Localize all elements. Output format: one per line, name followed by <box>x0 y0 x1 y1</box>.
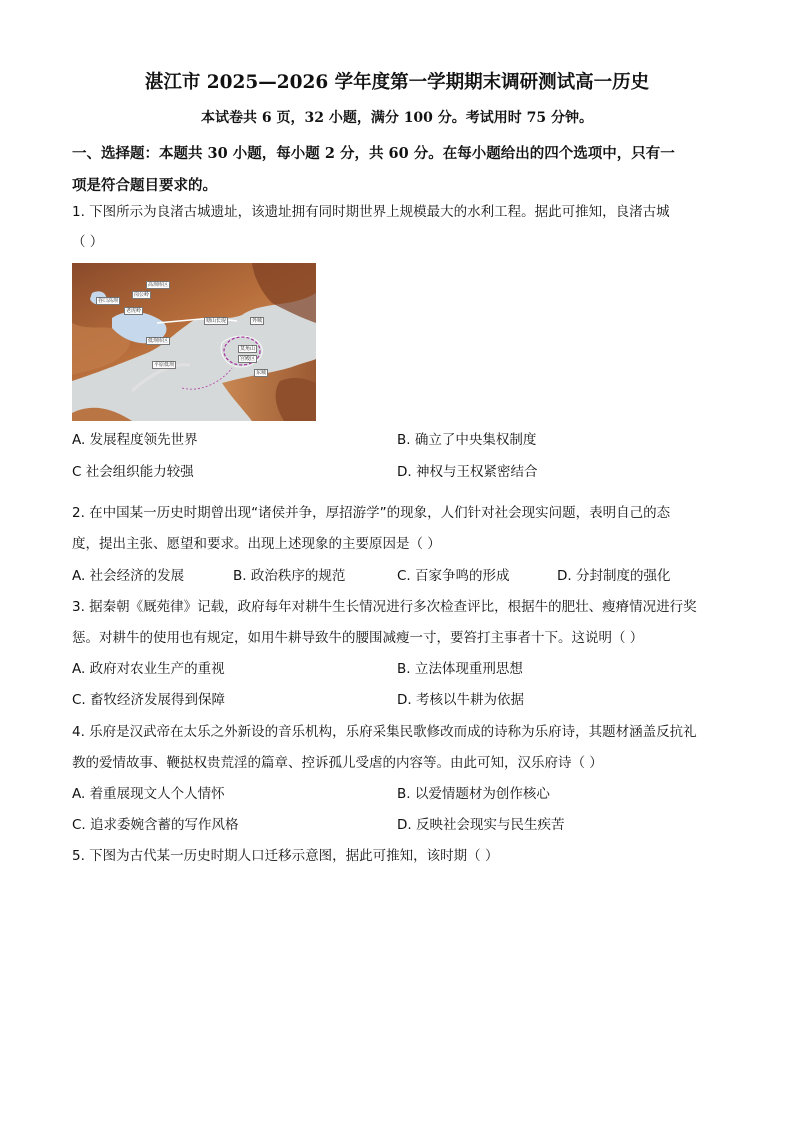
q3-option-d: D. 考核以牛耕为依据 <box>397 692 524 708</box>
q2-stem-line-2: 度，提出主张、愿望和要求。出现上述现象的主要原因是（ ） <box>72 536 441 552</box>
exam-info: 本试卷共 6 页，32 小题，满分 100 分。考试用时 75 分钟。 <box>200 110 594 126</box>
q4-option-d: D. 反映社会现实与民生疾苦 <box>397 817 565 833</box>
map-label: 谷口高坝 <box>98 298 119 304</box>
q3-stem-line-1: 3. 据秦朝《厩苑律》记载，政府每年对耕牛生长情况进行多次检查评比，根据牛的肥壮、瘦瘠情况进行奖 <box>72 599 697 615</box>
map-label: 平原低坝 <box>154 362 175 368</box>
map-label: 老虎岭 <box>126 308 142 314</box>
map-label: 塘山长堤 <box>206 318 227 324</box>
map-label: 宫殿区 <box>240 356 256 362</box>
q1-option-d: D. 神权与王权紧密结合 <box>397 464 538 480</box>
section-heading-line-2: 项是符合题目要求的。 <box>72 177 217 194</box>
q3-stem-line-2: 惩。对耕牛的使用也有规定，如用牛耕导致牛的腰围减瘦一寸，要笞打主事者十下。这说明（ ） <box>72 630 644 646</box>
map-label: 高坝库区 <box>148 282 169 288</box>
terrain-map-graphic <box>72 263 316 421</box>
q2-option-a: A. 社会经济的发展 <box>72 568 185 584</box>
q2-option-b: B. 政治秩序的规范 <box>233 568 346 584</box>
q2-stem-line-1: 2. 在中国某一历史时期曾出现“诸侯并争，厚招游学”的现象，人们针对社会现实问题，表明自己的态 <box>72 505 671 521</box>
page-title: 湛江市 2025—2026 学年度第一学期期末调研测试高一历史 <box>144 72 650 93</box>
liangzhu-site-map <box>72 263 316 421</box>
q4-option-a: A. 着重展现文人个人情怀 <box>72 786 225 802</box>
q4-option-c: C. 追求委婉含蓄的写作风格 <box>72 817 239 833</box>
q2-option-c: C. 百家争鸣的形成 <box>397 568 510 584</box>
map-label: 东城 <box>256 370 267 376</box>
map-label: 莫角山 <box>240 346 256 352</box>
q5-stem-line-1: 5. 下图为古代某一历史时期人口迁移示意图，据此可推知，该时期（ ） <box>72 848 499 864</box>
map-label: 岗公岭 <box>134 292 150 298</box>
q4-stem-line-2: 教的爱情故事、鞭挞权贵荒淫的篇章、控诉孤儿受虐的内容等。由此可知，汉乐府诗（ ） <box>72 755 603 771</box>
q1-option-c: C 社会组织能力较强 <box>72 464 194 480</box>
q1-stem-line-2: （ ） <box>72 234 104 250</box>
section-heading-line-1: 一、选择题：本题共 30 小题，每小题 2 分，共 60 分。在每小题给出的四个选项中，只有一 <box>72 145 675 162</box>
q1-option-a: A. 发展程度领先世界 <box>72 432 198 448</box>
map-label: 外城 <box>252 318 263 324</box>
section-heading <box>72 138 722 202</box>
map-label: 低坝库区 <box>148 338 169 344</box>
q3-option-a: A. 政府对农业生产的重视 <box>72 661 225 677</box>
q4-stem-line-1: 4. 乐府是汉武帝在太乐之外新设的音乐机构，乐府采集民歌修改而成的诗称为乐府诗，其题材涵盖反抗礼 <box>72 724 697 740</box>
q3-option-b: B. 立法体现重刑思想 <box>397 661 523 677</box>
q4-option-b: B. 以爱情题材为创作核心 <box>397 786 550 802</box>
q1-option-b: B. 确立了中央集权制度 <box>397 432 537 448</box>
q2-option-d: D. 分封制度的强化 <box>557 568 671 584</box>
q3-option-c: C. 畜牧经济发展得到保障 <box>72 692 226 708</box>
q1-stem-line-1: 1. 下图所示为良渚古城遗址，该遗址拥有同时期世界上规模最大的水利工程。据此可推知，良渚古城 <box>72 204 670 220</box>
